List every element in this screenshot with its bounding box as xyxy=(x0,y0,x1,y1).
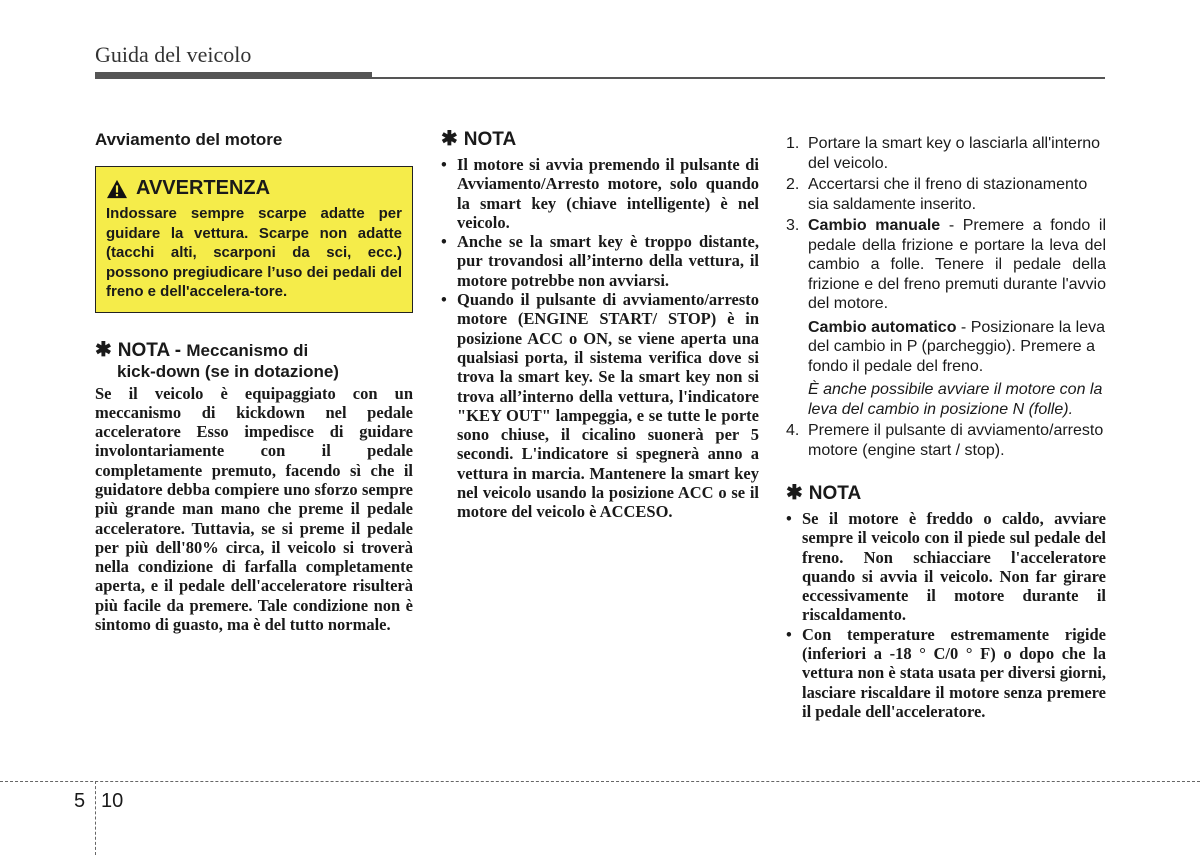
nota-star-icon: ✱ xyxy=(786,482,803,504)
left-column xyxy=(95,128,413,634)
nota-subtitle-line1: Meccanismo di xyxy=(186,340,309,360)
chapter-number: 5 xyxy=(74,790,86,812)
list-item xyxy=(786,625,1106,721)
bullet-icon: • xyxy=(441,155,447,174)
nota-subtitle-line2: kick-down (se in dotazione) xyxy=(117,361,339,381)
warning-title-row xyxy=(106,177,402,200)
steps-list xyxy=(786,134,1106,460)
footer-dashed-divider xyxy=(95,781,96,855)
middle-column xyxy=(441,128,759,522)
nota-heading xyxy=(786,482,1106,505)
nota-heading xyxy=(441,128,759,151)
warning-title: AVVERTENZA xyxy=(136,177,271,199)
step-item xyxy=(786,216,1106,419)
nota-star-icon: ✱ xyxy=(441,128,458,150)
nota-section xyxy=(786,482,1106,721)
page-number: 10 xyxy=(101,790,124,812)
list-item xyxy=(786,509,1106,625)
step-text: Premere il pulsante di avviamento/arresto motore (engine start / stop). xyxy=(808,422,1104,459)
auto-text: - Posizionare la leva del cambio in P (parcheggio). Premere a fondo il pedale del freno. xyxy=(808,318,1105,375)
nota-bullet-list xyxy=(786,509,1106,721)
warning-text: Indossare sempre scarpe adatte per guidare la vettura. Scarpe non adatte (tacchi alti, scarponi da sci, ecc.) possono pregiudicare l’uso dei pedali del freno e dell'accelera-tore. xyxy=(106,205,402,300)
nota-label: NOTA - xyxy=(117,339,182,361)
list-item-text: Anche se la smart key è troppo distante, pur trovandosi all’interno della vettura, il motore potrebbe non avviarsi. xyxy=(457,232,759,290)
step-text: Portare la smart key o lasciarla all'interno del veicolo. xyxy=(808,135,1101,172)
warning-triangle-icon xyxy=(106,179,128,199)
list-item xyxy=(441,290,759,522)
bullet-icon: • xyxy=(441,232,447,252)
step-italic-note: È anche possibile avviare il motore con la leva del cambio in posizione N (folle). xyxy=(808,381,1103,418)
step-text: Accertarsi che il freno di stazionamento sia saldamente inserito. xyxy=(808,176,1088,213)
nota-bullet-list xyxy=(441,155,759,522)
step-number: 1. xyxy=(786,135,800,152)
right-column xyxy=(786,130,1106,721)
step-item xyxy=(786,134,1106,173)
page-header-title: Guida del veicolo xyxy=(95,42,252,67)
list-item xyxy=(441,155,759,232)
footer-dashed-rule xyxy=(0,781,1200,782)
step-auto-paragraph xyxy=(808,318,1106,377)
header-rule-thick xyxy=(95,72,372,79)
step-number: 2. xyxy=(786,176,800,193)
manual-text: - Premere a fondo il pedale della frizione e portare la leva del cambio a folle. Tenere il pedale della frizione e del freno premuti durante l'avvio del motore. xyxy=(808,217,1107,312)
step-manual-paragraph xyxy=(808,216,1106,314)
nota-label: NOTA xyxy=(463,129,517,150)
list-item xyxy=(441,232,759,290)
list-item-text: Quando il pulsante di avviamento/arresto motore (ENGINE START/ STOP) è in posizione ACC o ON, se viene aperta una qualsiasi porta, il sistema verifica dove si trova la smart key. Se la smart key non si trova all’interno della vettura, l'indicatore "KEY OUT" lampeggia, e se tutte le porte sono chiuse, il cicalino suonerà per 5 secondi. L'indicatore si spegnerà anno a vettura in marcia. Mantenere la smart key nel veicolo usando la posizione ACC o se il motore del veicolo è ACCESO. xyxy=(457,290,759,522)
nota-star-icon: ✱ xyxy=(95,338,112,361)
bullet-icon: • xyxy=(786,509,792,528)
section-heading: Avviamento del motore xyxy=(95,130,283,149)
nota-label: NOTA xyxy=(808,483,862,504)
manual-label: Cambio manuale xyxy=(808,217,941,234)
step-number: 3. xyxy=(786,217,800,234)
nota-kickdown-heading xyxy=(95,339,413,362)
nota-kickdown xyxy=(95,339,413,635)
bullet-icon: • xyxy=(786,624,792,644)
list-item-text: Se il motore è freddo o caldo, avviare sempre il veicolo con il piede sul pedale del freno. Non schiacciare l'acceleratore quando si avvia il veicolo. Non far girare eccessivamente il motore durante il riscaldamento. xyxy=(802,509,1106,625)
step-item xyxy=(786,175,1106,214)
nota-kickdown-text: Se il veicolo è equipaggiato con un meccanismo di kickdown nel pedale acceleratore Esso impedisce di guidare involontariamente con il pedale completamente premuto, facendo sì che il guidatore debba compiere uno sforzo sempre più grande man mano che preme il pedale acceleratore. Tuttavia, se si preme il pedale per più dell'80% circa, il veicolo si troverà nella condizione di farfalla completamente aperta, e il pedale dell'acceleratore risulterà più facile da premere. Tale condizione non è sintomo di guasto, ma è del tutto normale. xyxy=(95,383,413,635)
bullet-icon: • xyxy=(441,290,447,310)
header-rule-thin xyxy=(372,77,1105,79)
auto-label: Cambio automatico xyxy=(808,318,957,336)
list-item-text: Con temperature estremamente rigide (inferiori a -18 ° C/0 ° F) o dopo che la vettura non è stata usata per diversi giorni, lasciare riscaldare il motore senza premere il pedale dell'acceleratore. xyxy=(802,624,1106,721)
step-number: 4. xyxy=(786,422,800,439)
step-item xyxy=(786,421,1106,460)
warning-box xyxy=(95,166,413,313)
list-item-text: Il motore si avvia premendo il pulsante di Avviamento/Arresto motore, solo quando la smart key (chiave intelligente) è nel veicolo. xyxy=(457,155,759,232)
